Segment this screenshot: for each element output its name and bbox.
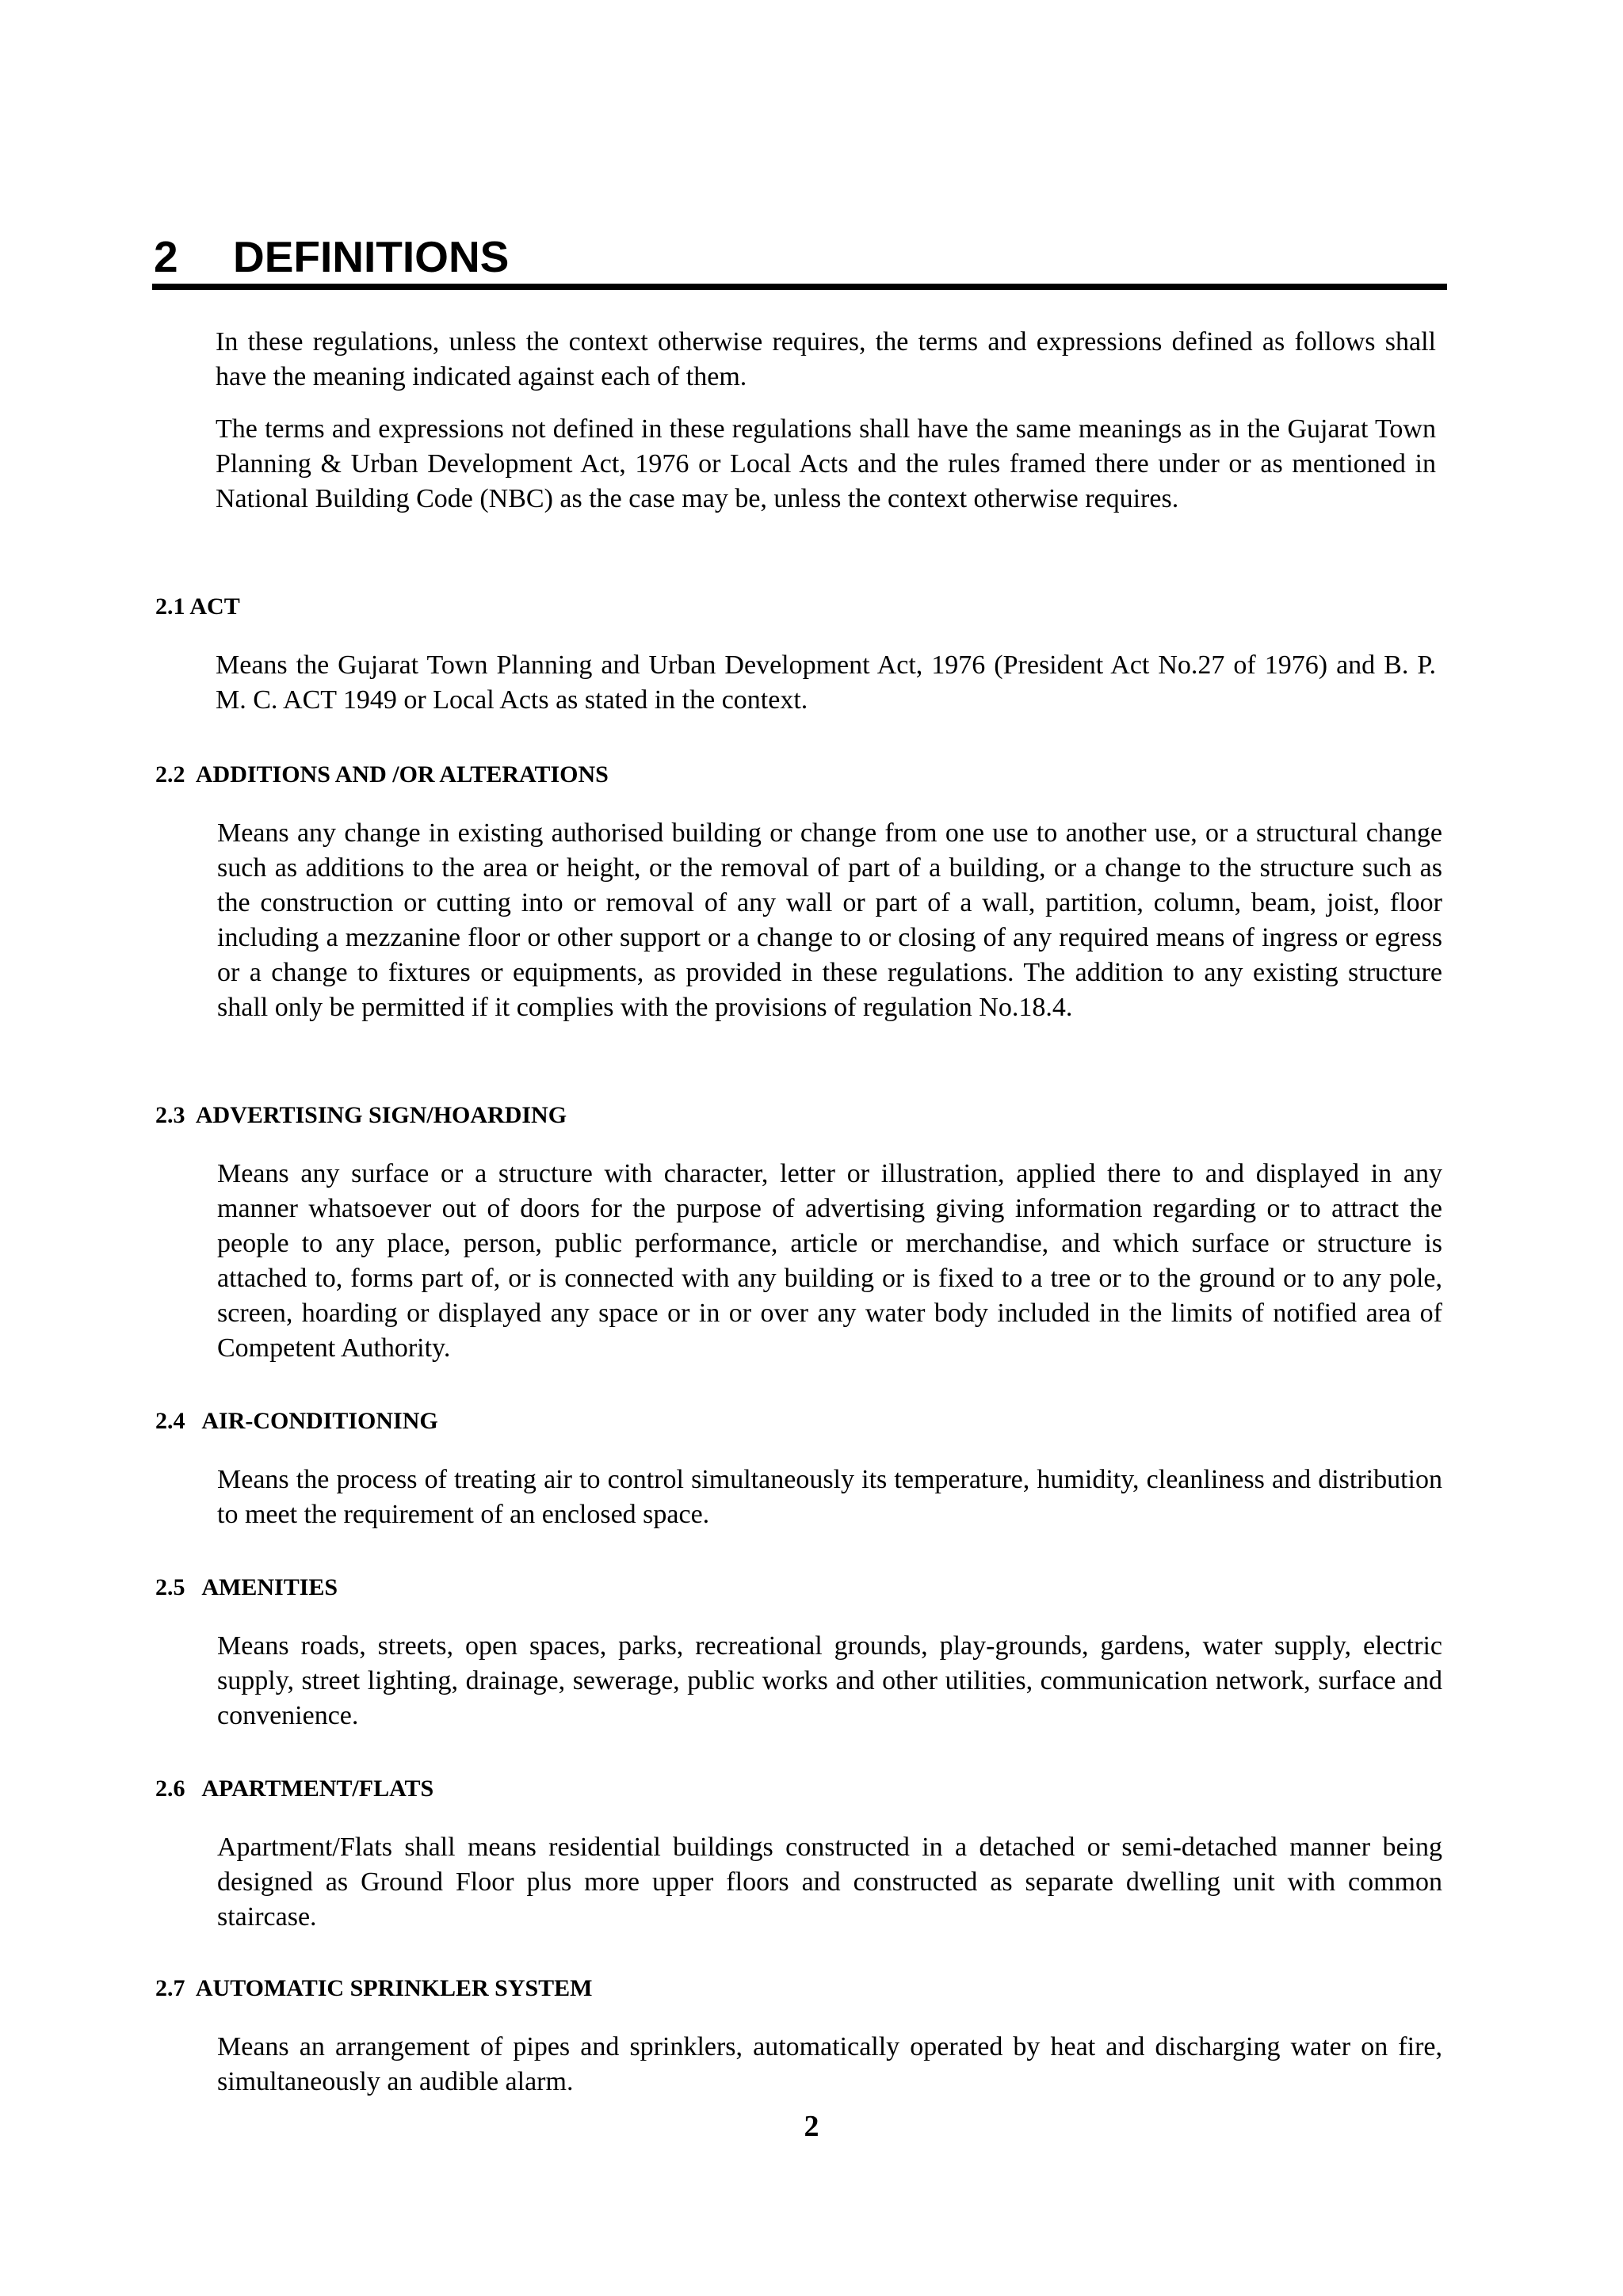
section-number: 2.5 bbox=[155, 1574, 185, 1600]
section-title-2-6 bbox=[155, 1773, 433, 1805]
section-body-2-4: Means the process of treating air to control simultaneously its temperature, humidity, cleanliness and distribution to meet the requirement of an enclosed space. bbox=[217, 1465, 1442, 1529]
chapter-number: 2 bbox=[154, 232, 178, 281]
section-title-2-2 bbox=[155, 759, 609, 791]
section-number: 2.3 bbox=[155, 1102, 185, 1128]
section-title-2-5 bbox=[155, 1572, 338, 1604]
chapter-heading bbox=[154, 231, 1445, 282]
page-number: 2 bbox=[804, 2110, 819, 2143]
section-title-2-1 bbox=[155, 591, 240, 623]
section-heading: AMENITIES bbox=[201, 1574, 338, 1600]
section-body-2-6: Apartment/Flats shall means residential buildings constructed in a detached or semi-detached manner being designed as Ground Floor plus more upper floors and constructed as separate dwelling unit with common staircase. bbox=[217, 1833, 1442, 1932]
section-heading: ADVERTISING SIGN/HOARDING bbox=[195, 1102, 567, 1128]
heading-rule bbox=[152, 284, 1447, 290]
chapter-title: DEFINITIONS bbox=[233, 232, 510, 281]
section-title-2-7 bbox=[155, 1973, 593, 2004]
section-body-2-3: Means any surface or a structure with character, letter or illustration, applied there to and displayed in any manner whatsoever out of doors for the purpose of advertising giving information regarding or to attract the people to any place, person, public performance, article or merchandise, and which surface or structure is attached to, forms part of, or is connected with any building or is fixed to a tree or to the ground or to any pole, screen, hoarding or displayed any space or in or over any water body included in the limits of notified area of Competent Authority. bbox=[217, 1159, 1442, 1363]
section-heading: APARTMENT/FLATS bbox=[201, 1775, 434, 1802]
section-heading: AUTOMATIC SPRINKLER SYSTEM bbox=[195, 1975, 593, 2001]
section-heading: AIR-CONDITIONING bbox=[201, 1408, 438, 1434]
section-number: 2.6 bbox=[155, 1775, 185, 1802]
section-number: 2.7 bbox=[155, 1975, 185, 2001]
section-body-2-7: Means an arrangement of pipes and sprinklers, automatically operated by heat and discharging water on fire, simultaneously an audible alarm. bbox=[217, 2032, 1442, 2096]
section-heading: ACT bbox=[189, 593, 240, 620]
section-title-2-3 bbox=[155, 1100, 567, 1131]
section-title-2-4 bbox=[155, 1405, 438, 1437]
section-body-2-1: Means the Gujarat Town Planning and Urban Development Act, 1976 (President Act No.27 of 1976) and B. P. M. C. ACT 1949 or Local Acts as stated in the context. bbox=[216, 650, 1436, 715]
intro-paragraph-2: The terms and expressions not defined in these regulations shall have the same meanings as in the Gujarat Town Planning & Urban Development Act, 1976 or Local Acts and the rules framed there under or as mentioned in National Building Code (NBC) as the case may be, unless the context otherwise requires. bbox=[216, 414, 1436, 513]
intro-paragraph-1: In these regulations, unless the context otherwise requires, the terms and expressions defined as follows shall have the meaning indicated against each of them. bbox=[216, 327, 1436, 391]
section-number: 2.1 bbox=[155, 593, 185, 620]
section-number: 2.2 bbox=[155, 761, 185, 788]
section-number: 2.4 bbox=[155, 1408, 185, 1434]
section-body-2-2: Means any change in existing authorised building or change from one use to another use, or a structural change such as additions to the area or height, or the removal of part of a building, or a change to the structure such as the construction or cutting into or removal of any wall or part of a wall, partition, column, beam, joist, floor including a mezzanine floor or other support or a change to or closing of any required means of ingress or egress or a change to fixtures or equipments, as provided in these regulations. The addition to any existing structure shall only be permitted if it complies with the provisions of regulation No.18.4. bbox=[217, 818, 1442, 1022]
section-heading: ADDITIONS AND /OR ALTERATIONS bbox=[195, 761, 609, 788]
section-body-2-5: Means roads, streets, open spaces, parks, recreational grounds, play-grounds, gardens, water supply, electric supply, street lighting, drainage, sewerage, public works and other utilities, communication network, surface and convenience. bbox=[217, 1631, 1442, 1730]
